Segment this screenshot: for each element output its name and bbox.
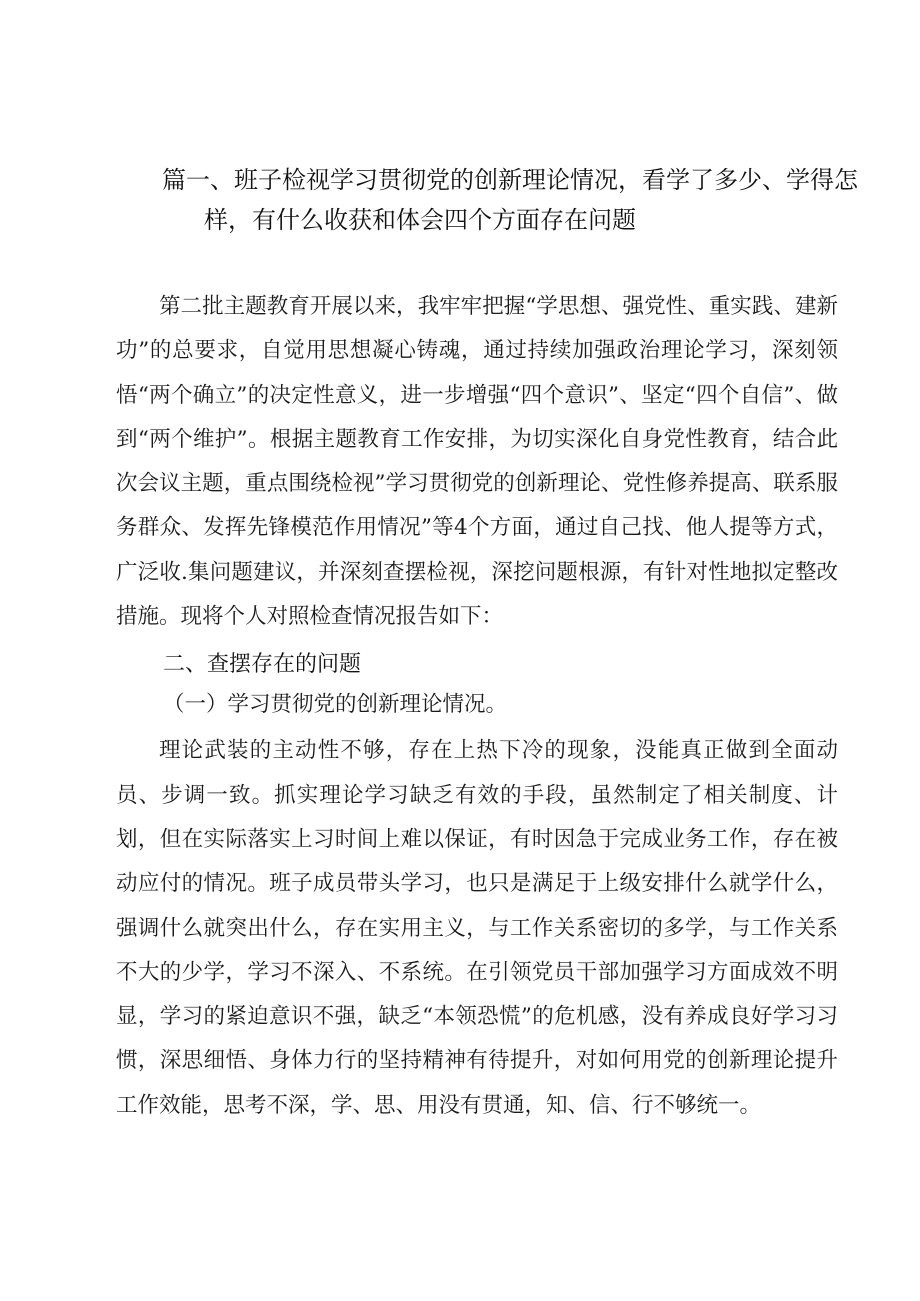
document-body (116, 285, 838, 1128)
document-title (162, 160, 858, 240)
section-heading: 二、查摆存在的问题 (163, 652, 362, 678)
subsection-heading: （一）学习贯彻党的创新理论情况。 (163, 692, 508, 718)
title-line-1: 篇一、班子检视学习贯彻党的创新理论情况，看学了多少、学得怎 (162, 166, 858, 194)
body-paragraph: 理论武装的主动性不够，存在上热下冷的现象，没能真正做到全面动员、步调一致。抓实理论学习缺乏有效的手段，虽然制定了相关制度、计划，但在实际落实上习时间上难以保证，有时因急于完成业务工作，存在被动应付的情况。班子成员带头学习，也只是满足于上级安排什么就学什么，强调什么就突出什么，存在实用主义，与工作关系密切的多学，与工作关系不大的少学，学习不深入、不系统。在引领党员干部加强学习方面成效不明显，学习的紧迫意识不强，缺乏“本领恐慌”的危机感，没有养成良好学习习惯，深思细悟、身体力行的坚持精神有待提升，对如何用党的创新理论提升工作效能，思考不深，学、思、用没有贯通，知、信、行不够统一。 (116, 738, 838, 1118)
intro-paragraph: 第二批主题教育开展以来，我牢牢把握“学思想、强党性、重实践、建新功”的总要求，自觉用思想凝心铸魂，通过持续加强政治理论学习，深刻领悟“两个确立”的决定性意义，进一步增强“四个意识”、坚定“四个自信”、做到“两个维护”。根据主题教育工作安排，为切实深化自身党性教育，结合此次会议主题，重点围绕检视”学习贯彻党的创新理论、党性修养提高、联系服务群众、发挥先锋模范作用情况”等4个方面，通过自己找、他人提等方式，广泛收.集问题建议，并深刻查摆检视，深挖问题根源，有针对性地拟定整改措施。现将个人对照检查情况报告如下： (116, 294, 838, 630)
title-line-2: 样，有什么收获和体会四个方面存在问题 (204, 206, 636, 234)
